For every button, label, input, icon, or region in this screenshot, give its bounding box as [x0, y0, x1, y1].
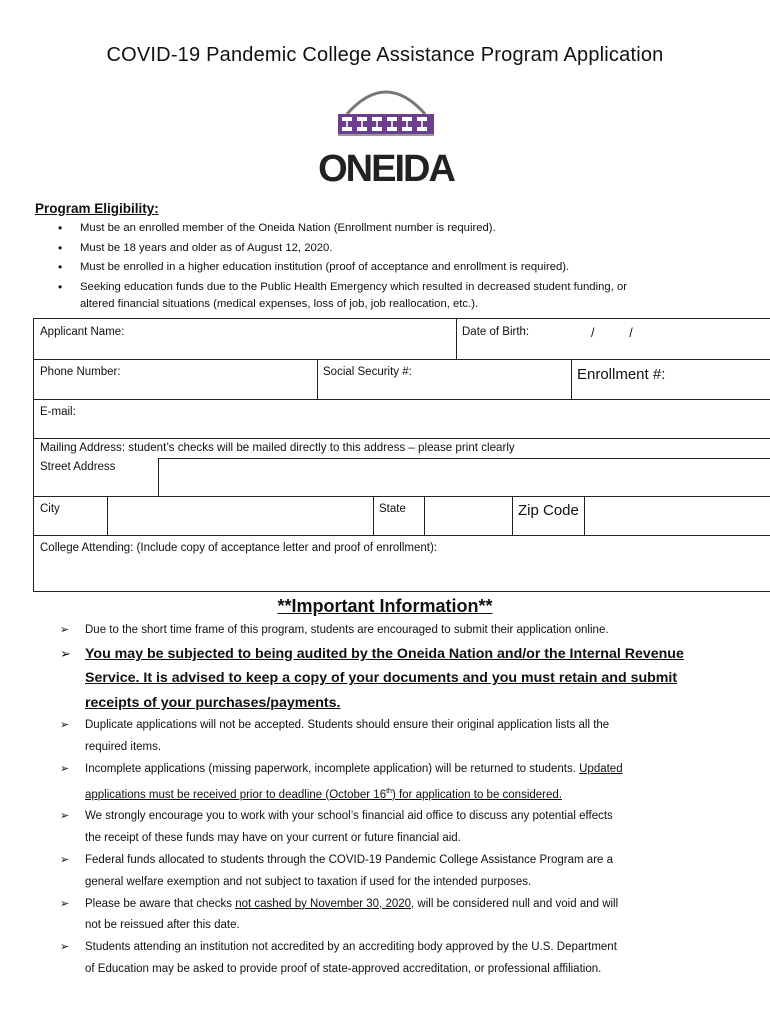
important-item: ➢ Incomplete applications (missing paperwork, incomplete application) will be returned to students. Updated applications must be received prior to deadline (October 16th) for application to be considered. — [60, 759, 760, 806]
arrow-bullet-icon: ➢ — [60, 941, 70, 954]
eligibility-item: • Seeking education funds due to the Public Health Emergency which resulted in decreased student funding, or — [56, 279, 736, 296]
zip-code-label: Zip Code — [518, 502, 579, 519]
oneida-logo — [313, 82, 459, 186]
dob-slashes: / / — [591, 326, 633, 340]
arrow-bullet-icon: ➢ — [60, 810, 70, 823]
state-input[interactable] — [424, 496, 512, 535]
important-item: ➢ Federal funds allocated to students through the COVID-19 Pandemic College Assistance Program are a general welfare exemption and not subject to taxation if used for the intended purposes. — [60, 850, 760, 894]
page-title: COVID-19 Pandemic College Assistance Program Application — [106, 44, 664, 66]
arrow-bullet-icon: ➢ — [60, 897, 70, 910]
ssn-label: Social Security #: — [323, 366, 412, 378]
ssn-field[interactable] — [317, 359, 571, 399]
eligibility-item: • Must be 18 years and older as of August 12, 2020. — [56, 239, 736, 259]
applicant-name-label: Applicant Name: — [40, 326, 125, 338]
important-item-audit: ➢ You may be subjected to being audited by the Oneida Nation and/or the Internal Revenue Service. It is advised to keep a copy of your documents and you must retain and submit receipts of your purchases/payments. — [60, 642, 760, 716]
arrow-bullet-icon: ➢ — [60, 624, 70, 636]
important-item: ➢ Due to the short time frame of this program, students are encouraged to submit their application online. — [60, 620, 760, 642]
phone-number-label: Phone Number: — [40, 366, 121, 378]
city-label: City — [40, 503, 60, 515]
important-item: ➢ Please be aware that checks not cashed by November 30, 2020, will be considered null and void and will not be reissued after this date. — [60, 894, 760, 938]
email-label: E-mail: — [40, 406, 76, 418]
logo-wordmark: ONEIDA — [318, 148, 454, 186]
arrow-bullet-icon: ➢ — [60, 645, 71, 661]
date-of-birth-field[interactable] — [456, 319, 770, 359]
mailing-address-note: Mailing Address: student’s checks will be mailed directly to this address – please print clearly — [40, 441, 515, 454]
arrow-bullet-icon: ➢ — [60, 719, 70, 732]
application-form — [33, 318, 770, 592]
important-item: ➢ Duplicate applications will not be accepted. Students should ensure their original application lists all the required items. — [60, 715, 760, 759]
email-field[interactable] — [34, 399, 770, 438]
street-address-label: Street Address — [40, 461, 116, 473]
eligibility-item: • Must be an enrolled member of the Oneida Nation (Enrollment number is required). — [56, 219, 736, 239]
arrow-bullet-icon: ➢ — [60, 853, 70, 866]
street-address-input[interactable] — [158, 458, 770, 496]
city-input[interactable] — [107, 496, 373, 535]
eligibility-heading: Program Eligibility: — [35, 201, 159, 216]
eligibility-list — [56, 219, 736, 313]
important-item: ➢ Students attending an institution not accredited by an accrediting body approved by the U.S. Department of Education may be asked to provide proof of state-approved accreditation, or professional affiliation. — [60, 937, 760, 981]
date-of-birth-label: Date of Birth: — [462, 326, 530, 338]
important-item: ➢ We strongly encourage you to work with your school’s financial aid office to discuss any potential effects the receipt of these funds may have on your current or future financial aid. — [60, 806, 760, 850]
eligibility-item: • Must be enrolled in a higher education institution (proof of acceptance and enrollment is required). — [56, 258, 736, 278]
applicant-name-field[interactable] — [34, 319, 456, 359]
state-label: State — [379, 503, 406, 515]
enrollment-label: Enrollment #: — [577, 366, 666, 383]
enrollment-number-field[interactable] — [571, 359, 770, 399]
important-heading: **Important Information** — [277, 596, 493, 616]
phone-number-field[interactable] — [34, 359, 317, 399]
college-attending-field[interactable] — [34, 535, 770, 591]
eligibility-item-continued: altered financial situations (medical expenses, loss of job, job reallocation, etc.). — [80, 297, 479, 310]
arrow-bullet-icon: ➢ — [60, 762, 70, 775]
college-attending-label: College Attending: (Include copy of acceptance letter and proof of enrollment): — [40, 542, 437, 554]
important-list — [60, 620, 760, 981]
zip-code-input[interactable] — [584, 496, 770, 535]
